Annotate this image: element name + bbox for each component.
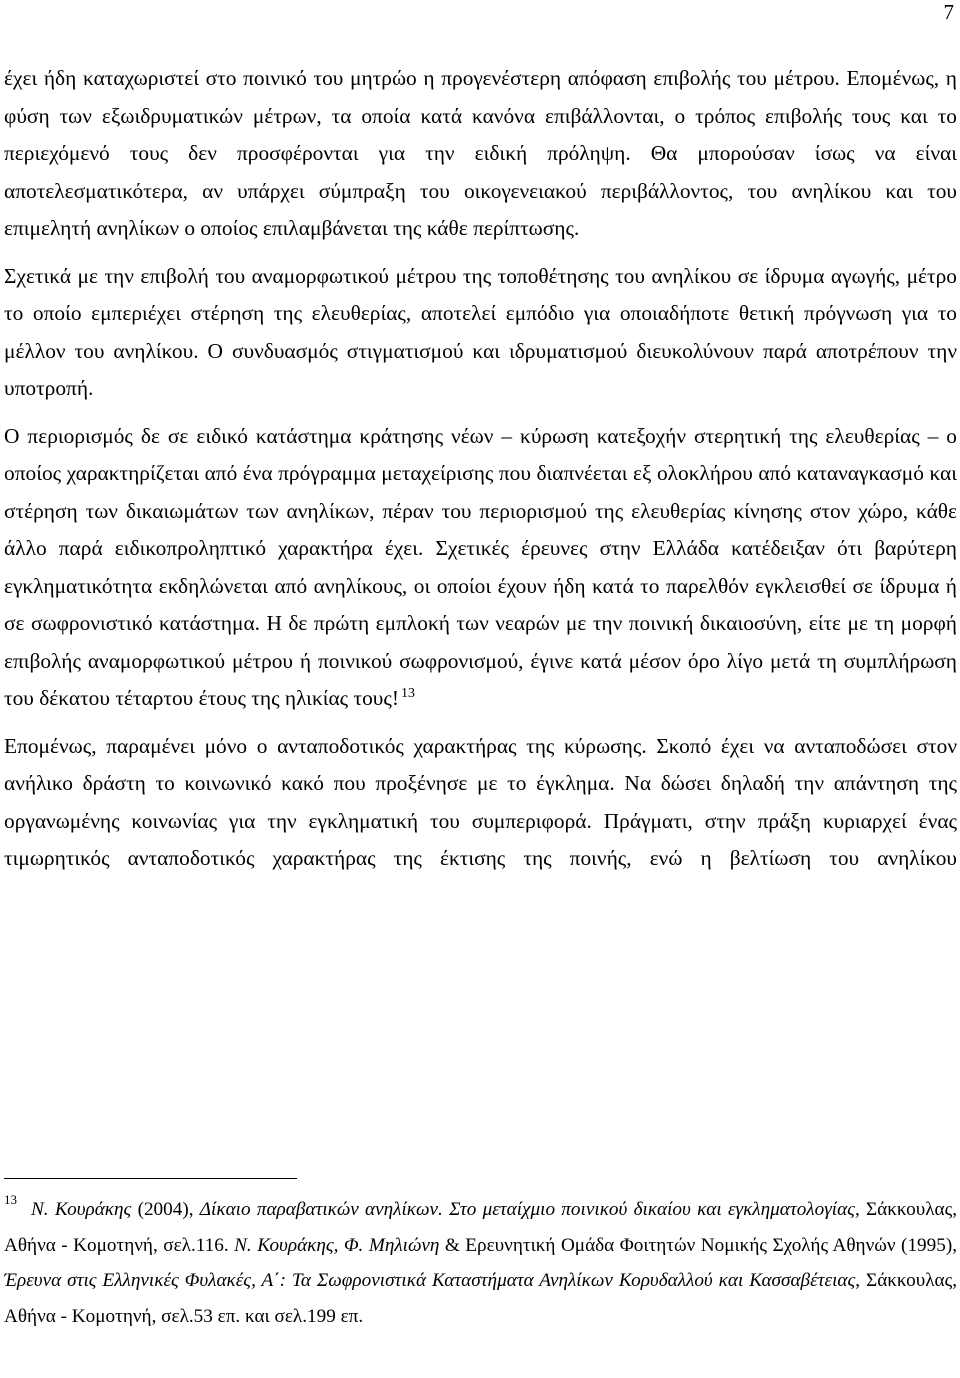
footnote-seg-1: (2004), [131, 1199, 200, 1220]
paragraph-3 [4, 418, 957, 718]
paragraph-4: Επομένως, παραμένει μόνο ο ανταποδοτικός χαρακτήρας της κύρωσης. Σκοπό έχει να ανταποδώσει στον ανήλικο δράστη το κοινωνικό κακό που προξένησε με το έγκλημα. Να δώσει δηλαδή την απάντηση της οργανωμένης κοινωνίας για την εγκληματική του συμπεριφορά. Πράγματι, στην πράξη κυριαρχεί ένας τιμωρητικός ανταποδοτικός χαρακτήρας της έκτισης της ποινής, ενώ η βελτίωση του ανηλίκου [4, 733, 957, 870]
paragraph-2: Σχετικά με την επιβολή του αναμορφωτικού μέτρου της τοποθέτησης του ανηλίκου σε ίδρυμα αγωγής, μέτρο το οποίο εμπεριέχει στέρηση της ελευθερίας, αποτελεί εμπόδιο για οποιαδήποτε θετική πρόγνωση για το μέλλον του ανηλίκου. Ο συνδυασμός στιγματισμού και ιδρυματισμού διευκολύνουν παρά αποτρέπουν την υποτροπή. [4, 263, 957, 400]
paragraph-1: έχει ήδη καταχωριστεί στο ποινικό του μητρώο η προγενέστερη απόφαση επιβολής του μέτρου. Επομένως, η φύση των εξωιδρυματικών μέτρων, τα οποία κατά κανόνα επιβάλλονται, ο τρόπος επιβολής τους και το περιεχόμενό τους δεν προσφέρονται για την ειδική πρόληψη. Θα μπορούσαν ίσως να είναι αποτελεσματικότερα, αν υπάρχει σύμπραξη του οικογενειακού περιβάλλοντος, του ανηλίκου και του επιμελητή ανηλίκων ο οποίος επιλαμβάνεται της κάθε περίπτωσης. [4, 66, 957, 240]
footnote-separator [4, 1178, 297, 1179]
paragraph-3-text: Ο περιορισμός δε σε ειδικό κατάστημα κράτησης νέων – κύρωση κατεξοχήν στερητική της ελευθερίας – ο οποίος χαρακτηρίζεται από ένα πρόγραμμα μεταχείρισης που διαπνέεται εξ ολοκλήρου από καταναγκασμό και στέρηση των δικαιωμάτων των ανηλίκων, πέραν του περιορισμού της ελευθερίας κίνησης στον χώρο, κάθε άλλο παρά ειδικοπροληπτικό χαρακτήρα έχει. Σχετικές έρευνες στην Ελλάδα κατέδειξαν ότι βαρύτερη εγκληματικότητα εκδηλώνεται από ανηλίκους, οι οποίοι έχουν ήδη κατά το παρελθόν εγκλεισθεί σε ίδρυμα ή σε σωφρονιστικό κατάστημα. Η δε πρώτη εμπλοκή των νεαρών με την ποινική δικαιοσύνη, είτε με τη μορφή επιβολής αναμορφωτικού μέτρου ή ποινικού σωφρονισμού, έγινε κατά μέσον όρο λίγο μετά τη συμπλήρωση του δέκατου τέταρτου έτους της ηλικίας τους! [4, 423, 957, 710]
footnote-seg-3: , Σάκκουλας, Αθήνα - Κομοτηνή, σελ.116. [4, 1199, 957, 1256]
footnote-seg-0: Ν. Κουράκης [31, 1199, 132, 1220]
footnote-reference[interactable]: 13 [400, 685, 415, 701]
footnote-seg-7: , Σάκκουλας, Αθήνα - Κομοτηνή, σελ.53 επ. και σελ.199 επ. [4, 1270, 958, 1327]
page-number: 7 [943, 0, 954, 24]
footnote-seg-6: Έρευνα στις Ελληνικές Φυλακές, Α΄: Τα Σωφρονιστικά Καταστήματα Ανηλίκων Κορυδαλλού και Κασσαβέτειας [4, 1270, 856, 1292]
footnote-number: 13 [4, 1192, 17, 1207]
footnote-seg-4: Ν. Κουράκης, Φ. Μηλιώνη [234, 1234, 440, 1256]
body-text [4, 60, 957, 878]
footnote-seg-5: & Ερευνητική Ομάδα Φοιτητών Νομικής Σχολής Αθηνών (1995), [439, 1234, 958, 1256]
footnote-seg-2: Δίκαιο παραβατικών ανηλίκων. Στο μεταίχμιο ποινικού δικαίου και εγκληματολογίας [199, 1199, 855, 1220]
footnote [4, 1192, 957, 1334]
